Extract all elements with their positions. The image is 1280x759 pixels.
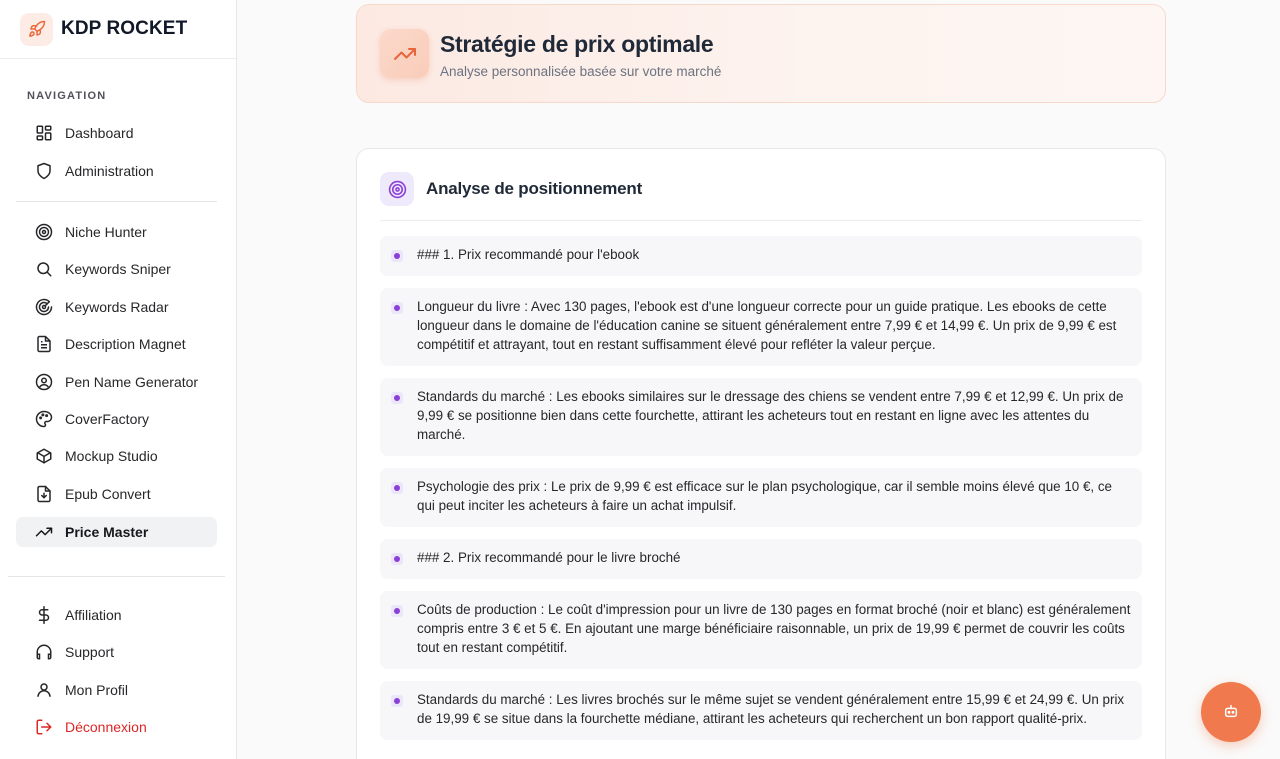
sidebar-item-label: Description Magnet — [65, 336, 186, 352]
list-item — [380, 681, 1142, 740]
sidebar-item-keywords-radar[interactable] — [16, 292, 217, 322]
page-title: Stratégie de prix optimale — [440, 31, 714, 57]
radar-icon — [34, 297, 54, 317]
sidebar-item-affiliation[interactable] — [16, 600, 217, 630]
file-download-icon — [34, 484, 54, 504]
list-item-text: Longueur du livre : Avec 130 pages, l'ebook est d'une longueur correcte pour un guide pratique. Les ebooks de cette longueur dans le domaine de l'éducation canine se situent généralement entre 7,99 € et 14,99 €. Un prix de 9,99 € est compétitif et attrayant, tout en restant suffisamment élevé pour refléter la valeur perçue. — [417, 299, 1117, 352]
chatbot-button[interactable] — [1201, 682, 1261, 742]
list-item — [380, 468, 1142, 527]
list-item-text: ### 1. Prix recommandé pour l'ebook — [417, 247, 640, 262]
target-icon — [380, 172, 414, 206]
bullet-icon — [391, 250, 403, 262]
list-item-text: ### 2. Prix recommandé pour le livre broché — [417, 550, 681, 565]
sidebar-item-dashboard[interactable] — [16, 118, 217, 148]
list-item — [380, 378, 1142, 456]
box-icon — [34, 446, 54, 466]
chatbot-icon — [1223, 703, 1239, 722]
sidebar-item-support[interactable] — [16, 637, 217, 667]
sidebar-item-label: Affiliation — [65, 607, 122, 623]
sidebar-item-label: Mockup Studio — [65, 448, 158, 464]
bullet-icon — [391, 482, 403, 494]
sidebar-item-mockup-studio[interactable] — [16, 441, 217, 471]
sidebar-item-price-master[interactable] — [16, 517, 217, 547]
sidebar-item-label: Mon Profil — [65, 682, 129, 698]
user-circle-icon — [34, 372, 54, 392]
section-header — [380, 172, 1142, 221]
sidebar-item-logout[interactable] — [16, 712, 217, 742]
page-header — [356, 4, 1166, 103]
user-icon — [34, 680, 54, 700]
sidebar-item-mon-profil[interactable] — [16, 675, 217, 705]
dollar-icon — [34, 605, 54, 625]
bullet-icon — [391, 553, 403, 565]
brand[interactable] — [0, 0, 236, 59]
sidebar-item-label: Support — [65, 644, 115, 660]
nav-divider — [16, 201, 217, 202]
main-content — [237, 0, 1280, 759]
sidebar-item-label: Price Master — [65, 524, 149, 540]
trending-up-icon — [34, 522, 54, 542]
sidebar-item-niche-hunter[interactable] — [16, 217, 217, 247]
sidebar-item-epub-convert[interactable] — [16, 479, 217, 509]
page-subtitle: Analyse personnalisée basée sur votre marché — [440, 64, 722, 79]
bullet-icon — [391, 605, 403, 617]
bullet-icon — [391, 302, 403, 314]
sidebar-item-label: Epub Convert — [65, 486, 151, 502]
list-item-text: Standards du marché : Les ebooks similaires sur le dressage des chiens se vendent entre 7,99 € et 12,99 €. Un prix de 9,99 € se positionne bien dans cette fourchette, attirant les acheteurs tout en restant en ligne avec les attentes du marché. — [417, 389, 1124, 442]
list-item-text: Psychologie des prix : Le prix de 9,99 € est efficace sur le plan psychologique, car il semble moins élevé que 10 €, ce qui peut inciter les acheteurs à faire un achat impulsif. — [417, 479, 1112, 513]
list-item — [380, 591, 1142, 669]
sidebar-item-label: Administration — [65, 163, 154, 179]
sidebar — [0, 0, 237, 759]
sidebar-item-description-magnet[interactable] — [16, 329, 217, 359]
sidebar-item-pen-name-generator[interactable] — [16, 367, 217, 397]
sidebar-item-label: Déconnexion — [65, 719, 147, 735]
sidebar-item-label: Dashboard — [65, 125, 134, 141]
sidebar-item-label: CoverFactory — [65, 411, 150, 427]
section-title: Analyse de positionnement — [426, 179, 643, 198]
brand-name: KDP ROCKET — [61, 18, 188, 39]
list-item-text: Coûts de production : Le coût d'impression pour un livre de 130 pages en format broché (noir et blanc) est généralement compris entre 3 € et 5 €. En ajoutant une marge bénéficiaire raisonnable, un prix de 19,99 € permet de couvrir les coûts tout en restant compétitif. — [417, 602, 1131, 655]
headphones-icon — [34, 642, 54, 662]
nav-divider — [8, 576, 225, 577]
sidebar-item-administration[interactable] — [16, 156, 217, 186]
rocket-icon — [20, 13, 53, 46]
bullet-icon — [391, 695, 403, 707]
search-icon — [34, 259, 54, 279]
shield-icon — [34, 161, 54, 181]
sidebar-item-label: Keywords Sniper — [65, 261, 171, 277]
nav-heading: NAVIGATION — [27, 90, 107, 102]
document-icon — [34, 334, 54, 354]
list-item-text: Standards du marché : Les livres brochés sur le même sujet se vendent généralement entre 15,99 € et 24,99 €. Un prix de 19,99 € se situe dans la fourchette médiane, attirant les acheteurs qui recherchent un bon rapport qualité-prix. — [417, 692, 1125, 726]
dashboard-icon — [34, 123, 54, 143]
sidebar-item-coverfactory[interactable] — [16, 404, 217, 434]
list-item — [380, 539, 1142, 579]
sidebar-item-keywords-sniper[interactable] — [16, 254, 217, 284]
bullet-icon — [391, 392, 403, 404]
target-icon — [34, 222, 54, 242]
trending-up-icon — [380, 29, 429, 78]
logout-icon — [34, 717, 54, 737]
positioning-analysis-card — [356, 148, 1166, 759]
sidebar-item-label: Pen Name Generator — [65, 374, 199, 390]
palette-icon — [34, 409, 54, 429]
list-item — [380, 288, 1142, 366]
sidebar-item-label: Niche Hunter — [65, 224, 147, 240]
list-item — [380, 236, 1142, 276]
sidebar-item-label: Keywords Radar — [65, 299, 169, 315]
